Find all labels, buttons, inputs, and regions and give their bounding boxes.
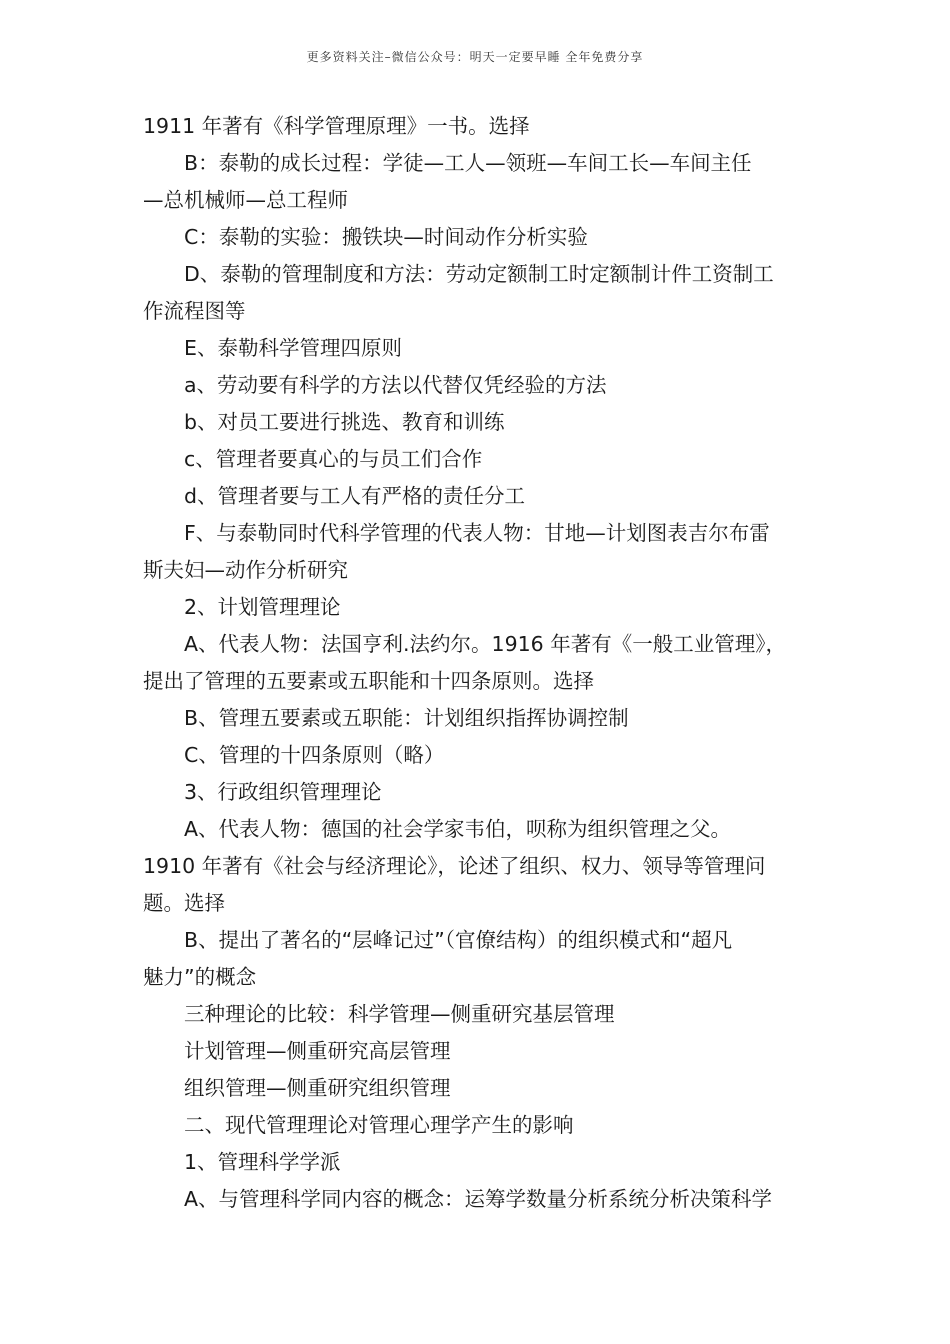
- text-line: 1911 年著有《科学管理原理》一书。选择: [143, 114, 530, 138]
- text-line: 1、管理科学学派: [184, 1150, 341, 1174]
- text-line: 2、计划管理理论: [184, 595, 341, 619]
- text-line: 题。选择: [143, 891, 225, 915]
- text-line: A、与管理科学同内容的概念：运筹学数量分析系统分析决策科学: [184, 1187, 773, 1211]
- text-line: —总机械师—总工程师: [143, 188, 348, 212]
- text-line: B：泰勒的成长过程：学徒—工人—领班—车间工长—车间主任: [184, 151, 752, 175]
- text-line: a、劳动要有科学的方法以代替仅凭经验的方法: [184, 373, 607, 397]
- text-line: A、代表人物：德国的社会学家韦伯，呗称为组织管理之父。: [184, 817, 732, 841]
- text-line: b、对员工要进行挑选、教育和训练: [184, 410, 505, 434]
- text-line: 计划管理—侧重研究高层管理: [184, 1039, 451, 1063]
- text-line: 斯夫妇—动作分析研究: [143, 558, 348, 582]
- text-line: 组织管理—侧重研究组织管理: [184, 1076, 451, 1100]
- document-body: [143, 108, 813, 1218]
- text-line: B、提出了著名的“层峰记过”（官僚结构）的组织模式和“超凡: [184, 928, 733, 952]
- text-line: 3、行政组织管理理论: [184, 780, 382, 804]
- text-line: 提出了管理的五要素或五职能和十四条原则。选择: [143, 669, 594, 693]
- text-line: 作流程图等: [143, 299, 246, 323]
- text-line: E、泰勒科学管理四原则: [184, 336, 402, 360]
- text-line: C：泰勒的实验：搬铁块—时间动作分析实验: [184, 225, 588, 249]
- text-line: B、管理五要素或五职能：计划组织指挥协调控制: [184, 706, 629, 730]
- text-line: C、管理的十四条原则（略）: [184, 743, 445, 767]
- text-line: 二、现代管理理论对管理心理学产生的影响: [184, 1113, 574, 1137]
- page-header: 更多资料关注–微信公众号：明天一定要早睡 全年免费分享: [306, 50, 644, 64]
- text-line: D、泰勒的管理制度和方法：劳动定额制工时定额制计件工资制工: [184, 262, 774, 286]
- text-line: d、管理者要与工人有严格的责任分工: [184, 484, 526, 508]
- text-line: F、与泰勒同时代科学管理的代表人物：甘地—计划图表吉尔布雷: [184, 521, 770, 545]
- text-line: 魅力”的概念: [143, 965, 257, 989]
- text-line: 三种理论的比较：科学管理—侧重研究基层管理: [184, 1002, 615, 1026]
- text-line: c、管理者要真心的与员工们合作: [184, 447, 483, 471]
- text-line: 1910 年著有《社会与经济理论》，论述了组织、权力、领导等管理问: [143, 854, 766, 878]
- text-line: A、代表人物：法国亨利.法约尔。1916 年著有《一般工业管理》，: [184, 632, 786, 656]
